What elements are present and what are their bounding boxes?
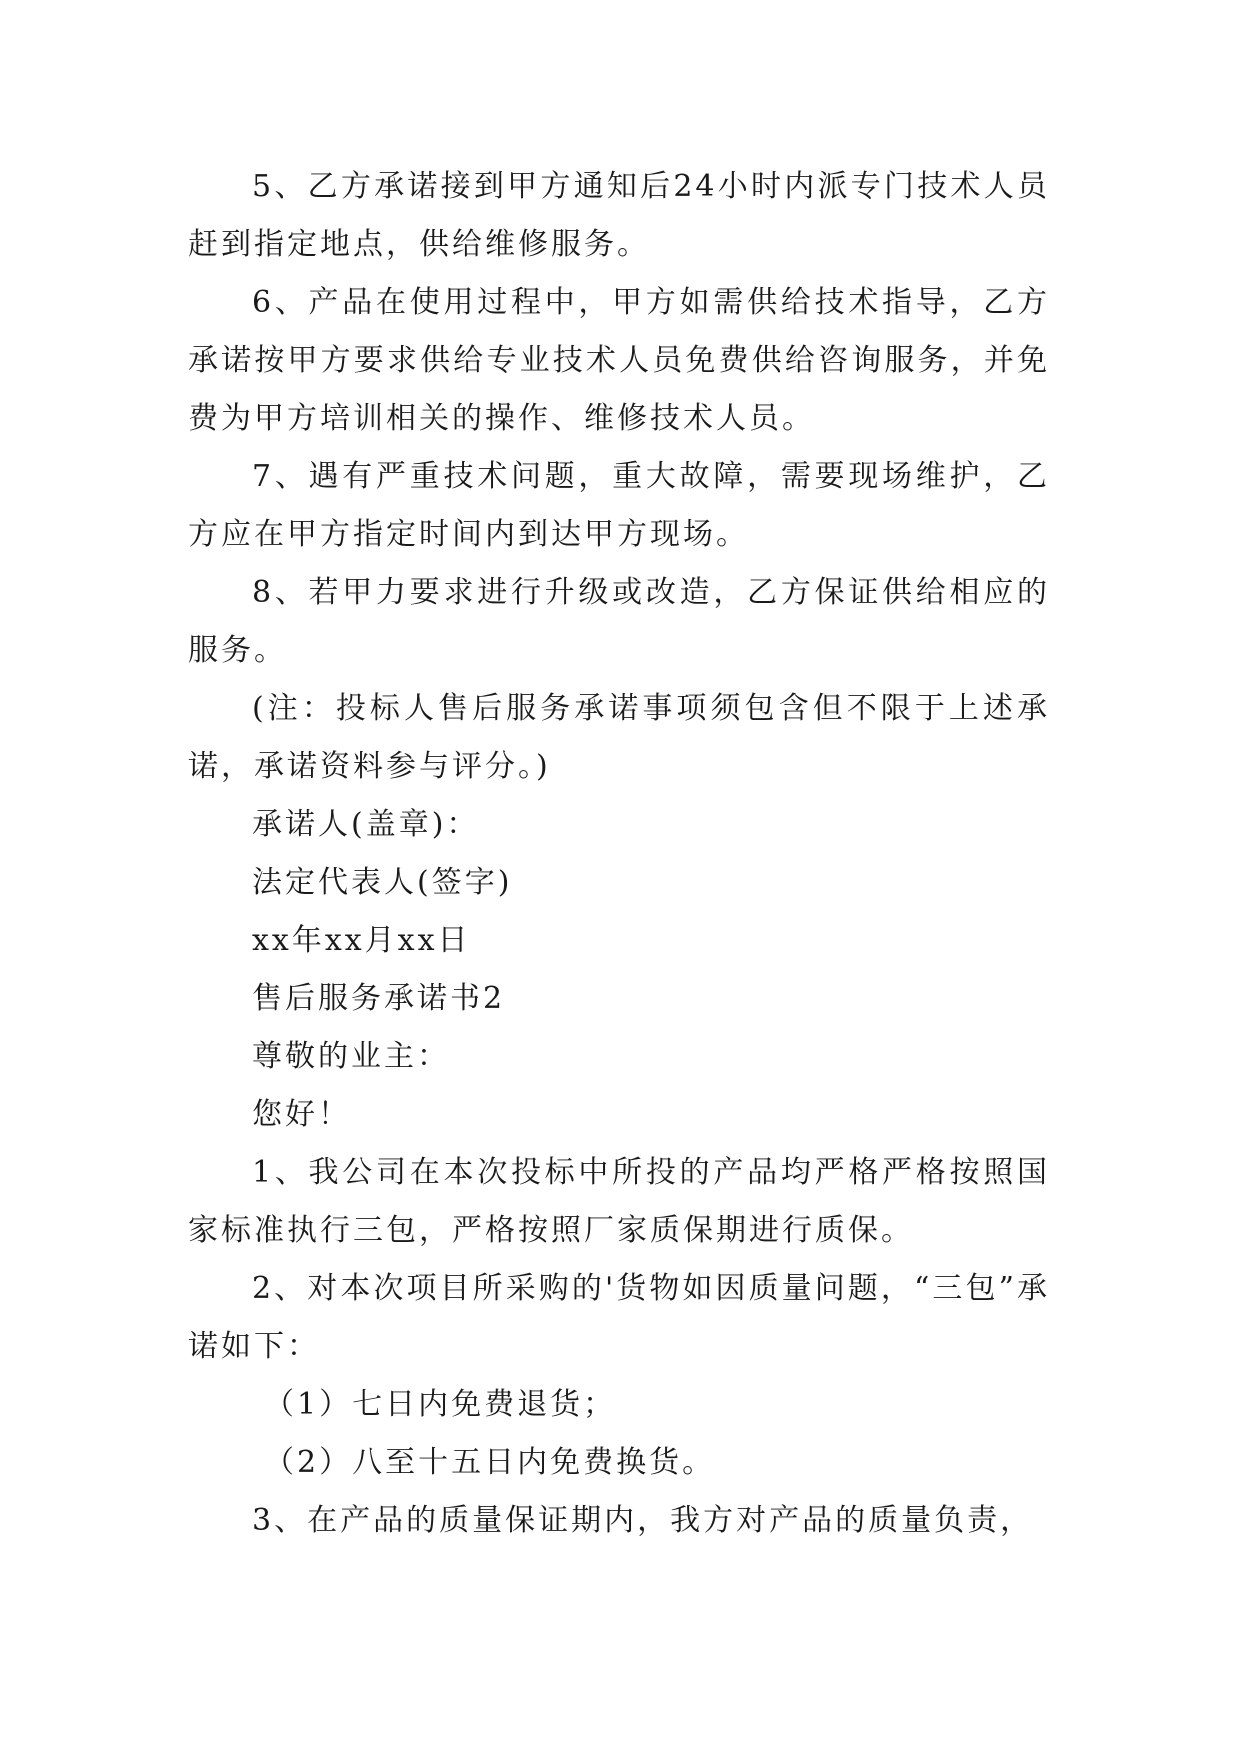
paragraph: 1、我公司在本次投标中所投的产品均严格严格按照国家标准执行三包，严格按照厂家质保期进行质保。 (188, 1155, 1050, 1248)
note-paragraph: (注：投标人售后服务承诺事项须包含但不限于上述承诺，承诺资料参与评分。) (188, 691, 1050, 784)
document-body (188, 158, 1050, 1550)
legal-representative-line: 法定代表人(签字) (252, 865, 513, 900)
greeting: 您好！ (252, 1097, 351, 1132)
salutation: 尊敬的业主： (252, 1039, 450, 1074)
sub-item: （2）八至十五日内免费换货。 (264, 1445, 716, 1480)
paragraph: 3、在产品的质量保证期内，我方对产品的质量负责， (252, 1503, 1034, 1538)
date-line: xx年xx月xx日 (252, 923, 471, 958)
paragraph: 7、遇有严重技术问题，重大故障，需要现场维护，乙方应在甲方指定时间内到达甲方现场。 (188, 459, 1050, 552)
section-title: 售后服务承诺书2 (252, 981, 506, 1016)
sub-item: （1）七日内免费退货； (264, 1387, 617, 1422)
paragraph: 2、对本次项目所采购的'货物如因质量问题，“三包”承诺如下： (188, 1271, 1050, 1364)
paragraph: 8、若甲力要求进行升级或改造，乙方保证供给相应的服务。 (188, 575, 1050, 668)
paragraph: 6、产品在使用过程中，甲方如需供给技术指导，乙方承诺按甲方要求供给专业技术人员免费供给咨询服务，并免费为甲方培训相关的操作、维修技术人员。 (188, 285, 1050, 436)
signatory-line: 承诺人(盖章)： (252, 807, 480, 842)
paragraph: 5、乙方承诺接到甲方通知后24小时内派专门技术人员赶到指定地点，供给维修服务。 (188, 169, 1050, 262)
